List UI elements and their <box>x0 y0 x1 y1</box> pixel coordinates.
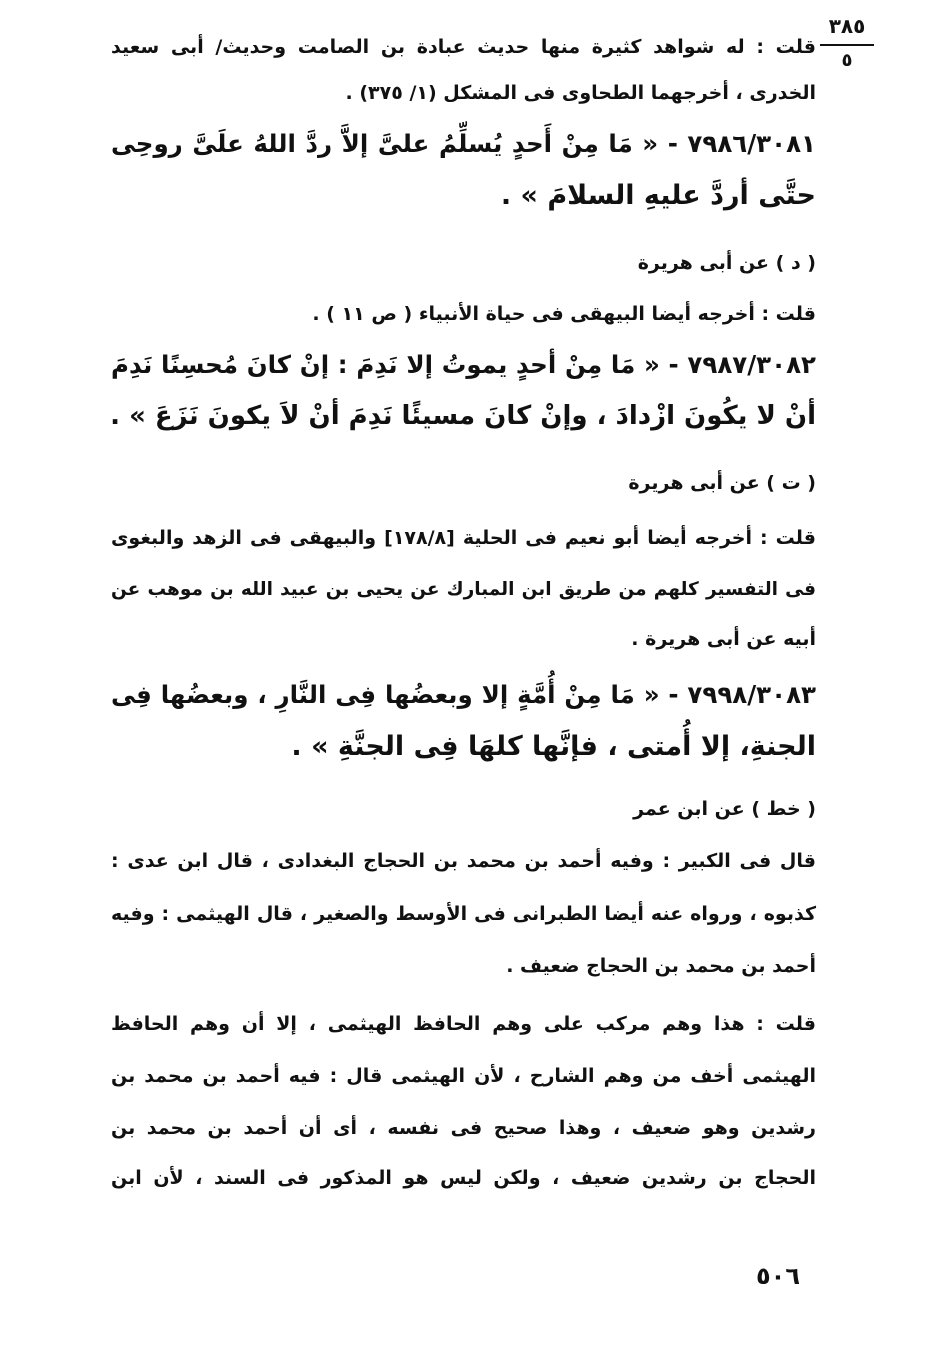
hadith-line: ٧٩٨٦/٣٠٨١ - « مَا مِنْ أَحدٍ يُسلِّمُ علىَّ إلاَّ ردَّ اللهُ علَىَّ روحِى <box>111 129 816 158</box>
text-line: رشدين وهو ضعيف ، وهذا صحيح فى نفسه ، أى أن أحمد بن محمد بن <box>111 1117 816 1139</box>
hadith-line: أنْ لا يكُونَ ازْدادَ ، وإنْ كانَ مسيئًا نَدِمَ أنْ لاَ يكونَ نَزَعَ » . <box>110 401 816 431</box>
text-line: قلت : له شواهد كثيرة منها حديث عبادة بن الصامت وحديث/ أبى سعيد <box>111 36 816 58</box>
hadith-source: ( د ) عن أبى هريرة <box>637 252 816 274</box>
hadith-source: ( ت ) عن أبى هريرة <box>628 472 816 494</box>
text-line: قال فى الكبير : وفيه أحمد بن محمد بن الحجاج البغدادى ، قال ابن عدى : <box>111 850 816 872</box>
footnote-number: ٣٨٥ <box>828 14 866 38</box>
text-line: أبيه عن أبى هريرة . <box>631 628 816 650</box>
hadith-line: ٧٩٨٧/٣٠٨٢ - « مَا مِنْ أحدٍ يموتُ إلا نَدِمَ : إنْ كانَ مُحسِنًا نَدِمَ <box>111 350 816 379</box>
hadith-source: ( خط ) عن ابن عمر <box>633 798 816 820</box>
text-line: الهيثمى أخف من وهم الشارح ، لأن الهيثمى قال : فيه أحمد بن محمد بن <box>111 1065 816 1087</box>
text-line: أحمد بن محمد بن الحجاج ضعيف . <box>506 955 816 977</box>
footnote-denominator: ٥ <box>841 50 853 71</box>
text-line: قلت : هذا وهم مركب على وهم الحافظ الهيثمى ، إلا أن وهم الحافظ <box>111 1013 816 1035</box>
text-line: فى التفسير كلهم من طريق ابن المبارك عن يحيى بن عبيد الله بن موهب عن <box>111 579 816 600</box>
text-line: قلت : أخرجه أيضا البيهقى فى حياة الأنبياء ( ص ١١ ) . <box>312 303 816 325</box>
hadith-line: الجنةِ، إلا أُمتى ، فإنَّها كلهَا فِى الجنَّةِ » . <box>291 731 816 762</box>
text-line: الخدرى ، أخرجهما الطحاوى فى المشكل (١/ ٣٧٥) . <box>345 82 816 104</box>
hadith-line: حتَّى أردَّ عليهِ السلامَ » . <box>500 180 816 211</box>
footnote-rule <box>820 44 874 46</box>
text-line: قلت : أخرجه أيضا أبو نعيم فى الحلية [١٧٨/٨] والبيهقى فى الزهد والبغوى <box>111 527 816 549</box>
text-line: كذبوه ، ورواه عنه أيضا الطبرانى فى الأوسط والصغير ، قال الهيثمى : وفيه <box>111 903 816 925</box>
footnote-marker <box>820 14 874 71</box>
page-number: ٥٠٦ <box>756 1262 800 1290</box>
hadith-line: ٧٩٩٨/٣٠٨٣ - « مَا مِنْ أُمَّةٍ إلا وبعضُها فِى النَّارِ ، وبعضُها فِى <box>111 680 816 709</box>
text-line: الحجاج بن رشدين ضعيف ، ولكن ليس هو المذكور فى السند ، لأن ابن <box>111 1167 816 1189</box>
